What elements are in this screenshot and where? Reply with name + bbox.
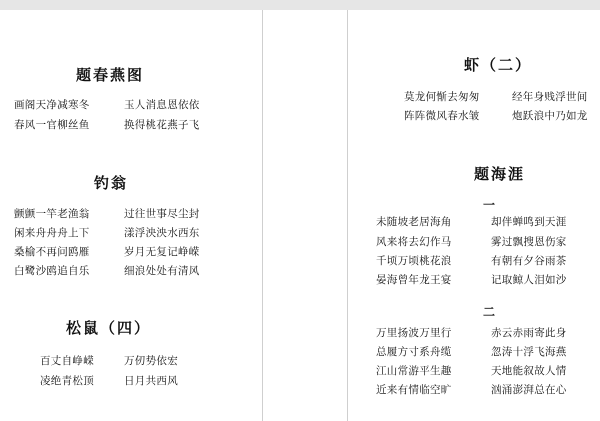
verse-line: 雾过飘搜恩伤家: [491, 236, 567, 248]
verse-line: 晏海曾年龙王宴: [376, 274, 452, 286]
verse-line: 风来将去幻作马: [376, 236, 452, 248]
verse-line: 日月共西风: [124, 375, 178, 387]
verse-line: 玉人消息恩依依: [124, 99, 200, 111]
verse-line: 千顷万顷桃花浪: [376, 255, 452, 267]
left-page-edge: [262, 10, 263, 421]
verse-line: 画阁天净减寒冬: [14, 99, 90, 111]
verse-line: 忽涛十浮飞海燕: [491, 346, 567, 358]
verse-line: 未随坡老居海角: [376, 216, 452, 228]
verse-line: 总履方寸系舟缆: [376, 346, 452, 358]
verse-line: 春风一官柳丝鱼: [14, 119, 90, 131]
poem-title: 虾（二）: [464, 56, 533, 74]
section-number: 二: [483, 305, 496, 319]
verse-line: 有朝有夕谷雨茶: [491, 255, 567, 267]
verse-line: 记取鲸人泪如沙: [491, 274, 567, 286]
verse-line: 万里扬波万里行: [376, 327, 452, 339]
verse-line: 颤颤一竿老渔翁: [14, 208, 90, 220]
verse-line: 过往世事尽尘封: [124, 208, 200, 220]
verse-line: 阵阵微风春水皱: [404, 110, 480, 122]
poem-title: 钓翁: [94, 174, 129, 192]
verse-line: 换得桃花燕子飞: [124, 119, 200, 131]
section-number: 一: [483, 198, 496, 212]
poem-title: 松鼠（四）: [66, 319, 152, 337]
verse-line: 岁月无复记峥嵘: [124, 246, 200, 258]
verse-line: 凌绝青松顶: [40, 375, 94, 387]
verse-line: 却伴蝉鸣到天涯: [491, 216, 567, 228]
verse-line: 莫龙何惭去匆匆: [404, 91, 480, 103]
verse-line: 赤云赤雨寄此身: [491, 327, 567, 339]
verse-line: 汹涌澎湃总在心: [491, 384, 567, 396]
verse-line: 万仞势依宏: [124, 355, 178, 367]
verse-line: 炮跃浪中乃如龙: [512, 110, 588, 122]
verse-line: 闲来舟舟舟上下: [14, 227, 90, 239]
verse-line: 桑榆不再问鸥雁: [14, 246, 90, 258]
verse-line: 经年身贱浮世间: [512, 91, 588, 103]
verse-line: 白鹭沙鸥追自乐: [14, 265, 90, 277]
poem-title: 题春燕图: [76, 66, 145, 84]
verse-line: 细浪处处有清风: [124, 265, 200, 277]
poem-title: 题海涯: [474, 165, 526, 183]
verse-line: 百丈自峥嵘: [40, 355, 94, 367]
verse-line: 天地能叙故人情: [491, 365, 567, 377]
verse-line: 近来有情临空旷: [376, 384, 452, 396]
viewer-top-band: [0, 0, 600, 10]
verse-line: 江山常游平生趣: [376, 365, 452, 377]
verse-line: 漾浮泱泱水西东: [124, 227, 200, 239]
